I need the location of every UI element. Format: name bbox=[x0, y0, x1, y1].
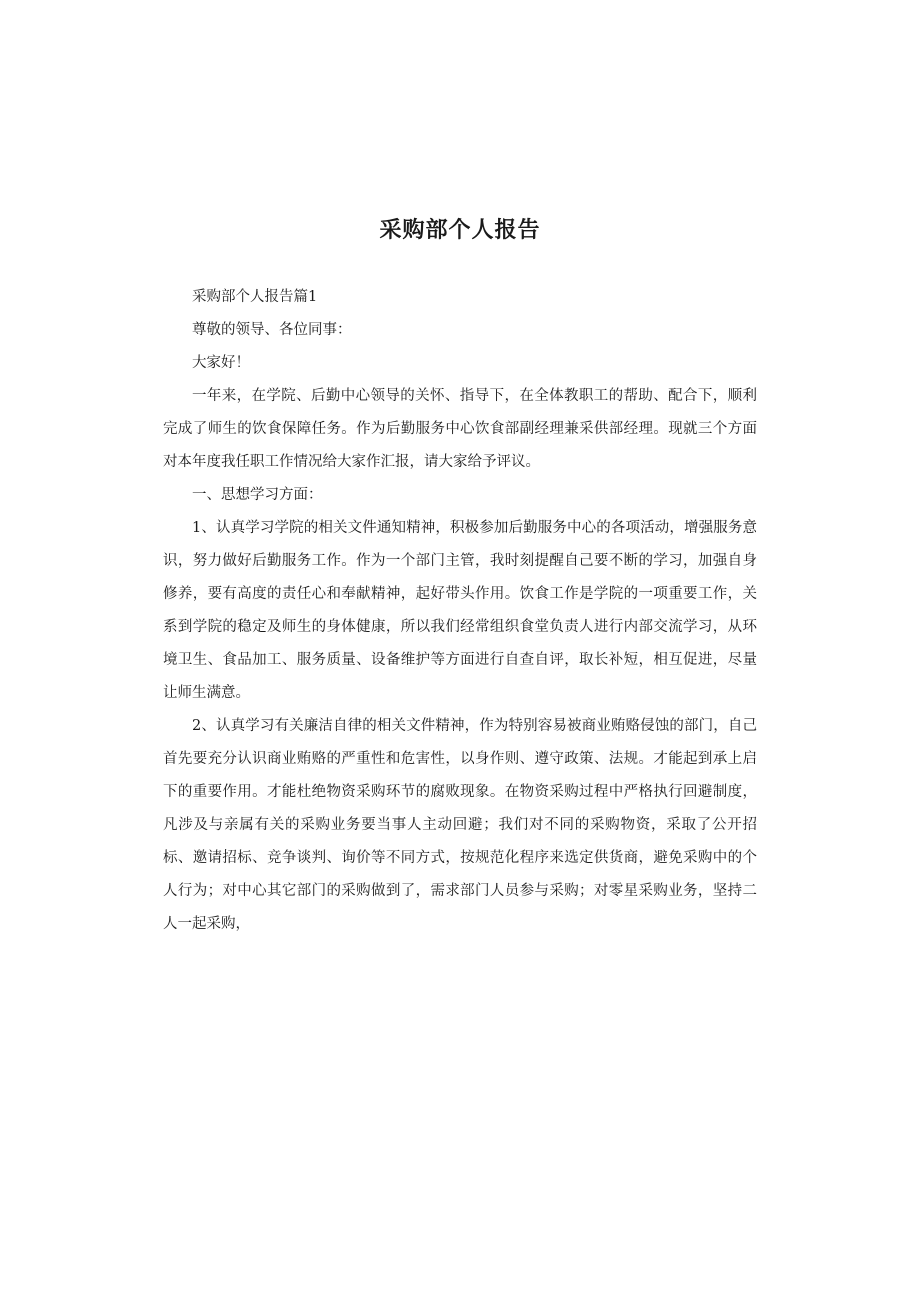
paragraph-item-2: 2、认真学习有关廉洁自律的相关文件精神，作为特别容易被商业贿赂侵蚀的部门，自己首先要充分认识商业贿赂的严重性和危害性，以身作则、遵守政策、法规。才能起到承上启下的重要作用。才能杜绝物资采购环节的腐败现象。在物资采购过程中严格执行回避制度，凡涉及与亲属有关的采购业务要当事人主动回避；我们对不同的采购物资，采取了公开招标、邀请招标、竞争谈判、询价等不同方式，按规范化程序来选定供货商，避免采购中的个人行为；对中心其它部门的采购做到了，需求部门人员参与采购；对零星采购业务，坚持二人一起采购， bbox=[163, 718, 757, 932]
document-title: 采购部个人报告 bbox=[379, 218, 541, 243]
greeting: 大家好！ bbox=[192, 355, 250, 371]
subsection-heading: 一、思想学习方面： bbox=[192, 487, 323, 503]
paragraph-item-1: 1、认真学习学院的相关文件通知精神，积极参加后勤服务中心的各项活动，增强服务意识，努力做好后勤服务工作。作为一个部门主管，我时刻提醒自己要不断的学习，加强自身修养，要有高度的责任心和奉献精神，起好带头作用。饮食工作是学院的一项重要工作，关系到学院的稳定及师生的身体健康，所以我们经常组织食堂负责人进行内部交流学习，从环境卫生、食品加工、服务质量、设备维护等方面进行自查自评，取长补短，相互促进，尽量让师生满意。 bbox=[163, 520, 757, 701]
intro-paragraph: 一年来，在学院、后勤中心领导的关怀、指导下，在全体教职工的帮助、配合下，顺利完成了师生的饮食保障任务。作为后勤服务中心饮食部副经理兼采供部经理。现就三个方面对本年度我任职工作情况给大家作汇报，请大家给予评议。 bbox=[163, 388, 757, 470]
salutation: 尊敬的领导、各位同事： bbox=[192, 322, 352, 338]
section-heading: 采购部个人报告篇1 bbox=[192, 289, 318, 305]
document-body bbox=[163, 281, 757, 941]
